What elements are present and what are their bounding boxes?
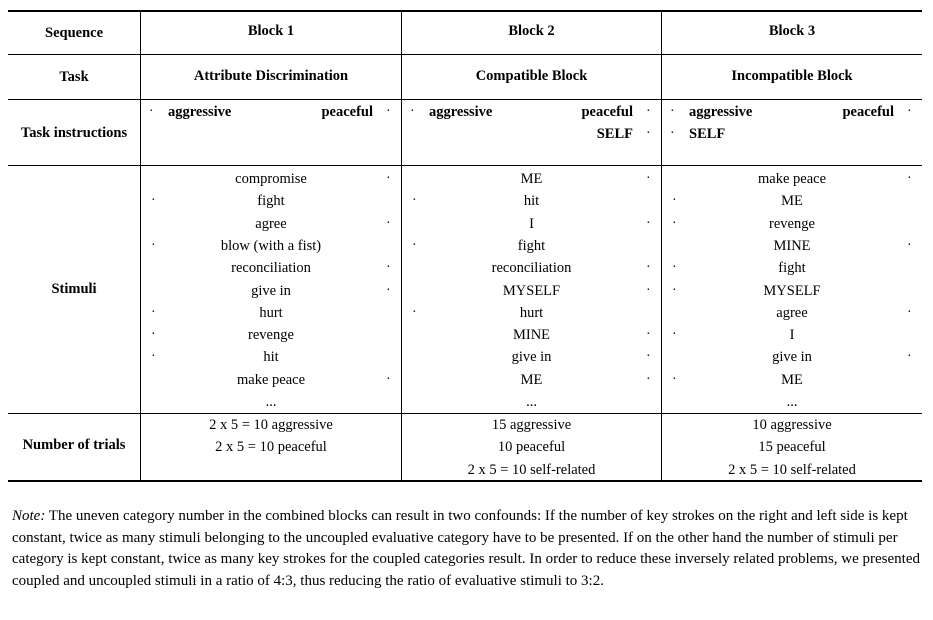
stimulus-word: hurt: [519, 304, 544, 321]
stimulus-left-key-dot: ·: [151, 237, 156, 253]
stimulus-word: MINE: [512, 327, 551, 344]
stimulus-right-key-dot: ·: [386, 282, 391, 298]
stimulus-word: compromise: [235, 171, 307, 187]
note-text: The uneven category number in the combined blocks can result in two confounds: If the number of key strokes on the right and left side is kept constant, twice as many stimuli belonging to the uncoupled evaluative category have to be presented. If on the other hand the number of stimuli per category is kept constant, twice as many key strokes for the coupled categories result. In order to reduce these inversely related problems, we presented coupled and uncoupled stimuli in a ratio of 4:3, thus reducing the ratio of evaluative stimuli to 3:2.: [12, 508, 921, 589]
stimulus-word: I: [789, 327, 795, 344]
task-block-2: Compatible Block: [475, 68, 588, 84]
trial-count: 2 x 5 = 10 aggressive: [209, 417, 333, 433]
note-label: Note:: [12, 508, 46, 524]
task-block-3: Incompatible Block: [731, 68, 853, 84]
stimulus-left-key-dot: ·: [151, 349, 156, 365]
stimulus-word: hurt: [259, 304, 283, 321]
stimuli-label: Stimuli: [51, 281, 97, 297]
top-rule: [8, 10, 922, 12]
instruction-right-key-dot: ·: [646, 104, 651, 119]
stimulus-left-key-dot: ·: [412, 304, 417, 320]
instruction-right-category: peaceful: [842, 104, 894, 120]
instruction-right-category: peaceful: [581, 104, 633, 120]
instruction-left-key-dot: ·: [670, 104, 675, 119]
instruction-left-key-dot: ·: [670, 126, 675, 142]
stimulus-word: ME: [781, 371, 803, 388]
stimulus-right-key-dot: ·: [646, 371, 651, 387]
stimulus-word: reconciliation: [491, 260, 572, 277]
stimulus-left-key-dot: ·: [672, 282, 677, 298]
instruction-left-category: SELF: [689, 126, 726, 143]
stimulus-right-key-dot: ·: [907, 237, 912, 253]
stimulus-right-key-dot: ·: [386, 371, 391, 387]
stimulus-word: ...: [265, 394, 277, 410]
stimulus-right-key-dot: ·: [907, 304, 912, 320]
stimulus-word: give in: [511, 349, 552, 366]
instruction-right-key-dot: ·: [386, 104, 391, 119]
stimulus-left-key-dot: ·: [672, 371, 677, 387]
instruction-left-key-dot: ·: [410, 104, 415, 119]
stimulus-word: MYSELF: [502, 282, 561, 299]
stimulus-word: hit: [523, 193, 540, 210]
stimulus-right-key-dot: ·: [646, 282, 651, 298]
stimulus-word: MINE: [773, 237, 811, 254]
header-block-3: Block 3: [768, 23, 816, 39]
stimulus-left-key-dot: ·: [672, 215, 677, 231]
stimulus-right-key-dot: ·: [386, 260, 391, 276]
stimulus-word: I: [529, 215, 534, 232]
trial-count: 2 x 5 = 10 peaceful: [215, 439, 327, 456]
instruction-left-category: aggressive: [429, 104, 493, 120]
instructions-label: Task instructions: [20, 125, 128, 141]
stimulus-word: make peace: [757, 171, 827, 187]
stimulus-word: make peace: [236, 371, 306, 388]
stimulus-word: fight: [778, 260, 806, 277]
stimulus-right-key-dot: ·: [386, 171, 391, 186]
stimulus-right-key-dot: ·: [646, 215, 651, 231]
stimulus-right-key-dot: ·: [646, 260, 651, 276]
stimulus-word: ME: [520, 171, 543, 187]
header-block-1: Block 1: [247, 23, 295, 39]
stimulus-word: reconciliation: [231, 260, 311, 277]
stimulus-word: fight: [257, 193, 285, 210]
instruction-right-key-dot: ·: [646, 126, 651, 142]
stimulus-word: ...: [526, 394, 537, 410]
trial-count: 10 peaceful: [497, 439, 566, 456]
stimulus-word: ME: [781, 193, 803, 210]
trial-count: 15 peaceful: [758, 439, 826, 456]
design-table: [8, 10, 922, 482]
trial-count: 2 x 5 = 10 self-related: [728, 461, 856, 478]
trial-count: 10 aggressive: [752, 417, 832, 433]
table-note: [12, 506, 922, 592]
stimulus-left-key-dot: ·: [672, 193, 677, 209]
trial-count: 15 aggressive: [491, 417, 572, 433]
instruction-right-category: SELF: [596, 126, 633, 143]
stimulus-right-key-dot: ·: [646, 349, 651, 365]
stimulus-left-key-dot: ·: [151, 304, 156, 320]
header-sequence: Sequence: [45, 25, 103, 41]
task-block-1: Attribute Discrimination: [193, 68, 349, 84]
stimulus-word: ...: [786, 394, 798, 410]
stimulus-left-key-dot: ·: [412, 237, 417, 253]
stimulus-right-key-dot: ·: [386, 215, 391, 231]
stimulus-word: revenge: [769, 215, 815, 232]
instruction-right-key-dot: ·: [907, 104, 912, 119]
stimulus-word: agree: [776, 304, 808, 321]
stimulus-right-key-dot: ·: [907, 171, 912, 186]
stimulus-right-key-dot: ·: [646, 171, 651, 186]
rule-after-sequence: [8, 54, 922, 55]
stimulus-word: give in: [251, 282, 291, 299]
stimulus-left-key-dot: ·: [672, 260, 677, 276]
stimulus-word: fight: [517, 237, 546, 254]
stimulus-word: ME: [520, 371, 543, 388]
stimulus-right-key-dot: ·: [907, 349, 912, 365]
stimulus-word: agree: [255, 215, 287, 232]
stimulus-left-key-dot: ·: [672, 327, 677, 343]
stimulus-left-key-dot: ·: [151, 193, 156, 209]
instruction-left-key-dot: ·: [149, 104, 154, 119]
rule-after-instructions: [8, 165, 922, 166]
task-label: Task: [59, 69, 89, 85]
stimulus-word: MYSELF: [763, 282, 821, 299]
stimulus-word: blow (with a fist): [220, 237, 322, 254]
instruction-right-category: peaceful: [321, 104, 373, 120]
stimulus-left-key-dot: ·: [412, 193, 417, 209]
instruction-left-category: aggressive: [689, 104, 753, 120]
stimulus-left-key-dot: ·: [151, 327, 156, 343]
stimulus-word: give in: [772, 349, 812, 366]
trial-count: 2 x 5 = 10 self-related: [467, 461, 596, 478]
instruction-left-category: aggressive: [168, 104, 232, 120]
stimulus-word: hit: [263, 349, 279, 366]
rule-after-task: [8, 99, 922, 100]
stimulus-right-key-dot: ·: [646, 327, 651, 343]
stimulus-word: revenge: [248, 327, 294, 344]
trials-label: Number of trials: [22, 437, 126, 453]
header-block-2: Block 2: [508, 23, 555, 39]
